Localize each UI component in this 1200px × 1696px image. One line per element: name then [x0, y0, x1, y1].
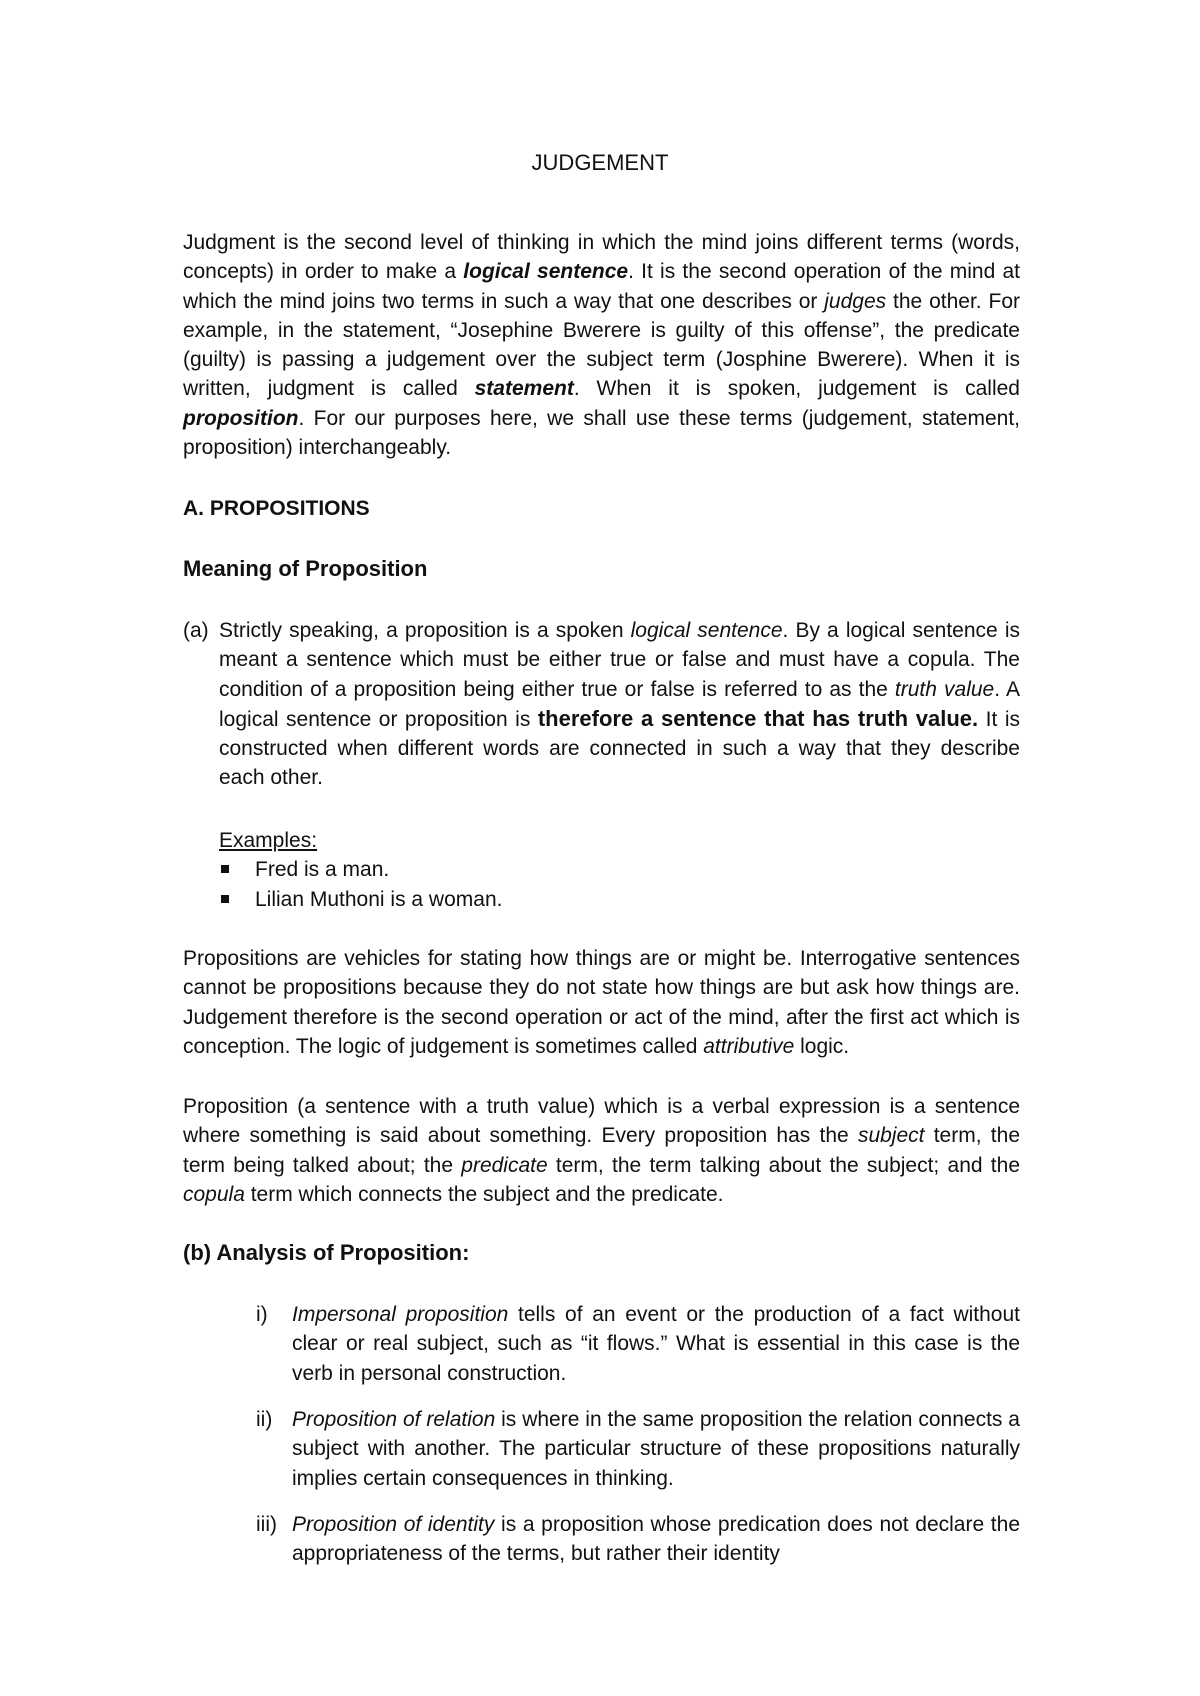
square-bullet-icon: [221, 865, 229, 873]
roman-item-text: [292, 1300, 1020, 1388]
text-run: . When it is spoken, judgement is called: [573, 377, 1020, 401]
roman-label: ii): [256, 1408, 273, 1431]
text-run: . By a logical sentence is meant a sentence which must be either true or false and must have a copula. The condition of a proposition being either true or false is referred to as the: [219, 619, 1020, 701]
emphasis-term: Proposition of relation: [292, 1408, 496, 1431]
emphasis-proposition: proposition: [183, 406, 299, 430]
emphasis-copula: copula: [183, 1182, 245, 1206]
roman-item-iii: [256, 1510, 1020, 1569]
text-run: It is constructed when different words are connected in such a way that they describe each other.: [219, 707, 1020, 790]
emphasis-truth-value: truth value: [894, 677, 995, 701]
item-a-text: [219, 616, 1020, 793]
square-bullet-icon: [221, 895, 229, 903]
subheading-analysis: (b) Analysis of Proposition:: [183, 1240, 470, 1265]
emphasis-judges: judges: [824, 289, 887, 313]
list-item: [219, 855, 502, 884]
paragraph-vehicles: [183, 944, 1020, 1061]
text-run: tells of an event or the production of a fact without clear or real subject, such as “it flows.” What is essential in this case is the verb in personal construction.: [292, 1303, 1021, 1385]
emphasis-subject: subject: [857, 1124, 925, 1148]
emphasis-logical-sentence: logical sentence: [463, 260, 629, 284]
list-item: [219, 885, 502, 914]
intro-paragraph: [183, 228, 1020, 462]
text-run: logic.: [794, 1034, 850, 1058]
roman-item-text: [292, 1510, 1020, 1569]
text-run: term which connects the subject and the predicate.: [244, 1182, 724, 1206]
text-run: term, the term being talked about; the: [183, 1124, 1020, 1177]
item-a: [183, 616, 1020, 793]
roman-item-i: [256, 1300, 1021, 1388]
text-run: . It is the second operation of the mind at which the mind joins two terms in such a way that one describes or: [183, 260, 1020, 313]
examples-block: [219, 826, 502, 914]
section-heading-propositions: A. PROPOSITIONS: [183, 497, 370, 520]
text-run: is a proposition whose predication does not declare the appropriateness of the terms, but rather their identity: [292, 1513, 1020, 1566]
document-title: JUDGEMENT: [531, 150, 669, 175]
emphasis-attributive: attributive: [703, 1034, 795, 1058]
roman-label: i): [256, 1303, 268, 1326]
subheading-meaning: Meaning of Proposition: [183, 556, 428, 581]
roman-label: iii): [256, 1513, 277, 1536]
text-run: Judgment is the second level of thinking in which the mind joins different terms (words, concepts) in order to make a: [183, 231, 1020, 284]
text-run: Propositions are vehicles for stating how things are or might be. Interrogative sentences cannot be propositions because they do not state how things are but ask how things are. Judgement therefore is the second operation or act of the mind, after the first act which is conception. The logic of judgement is sometimes called: [183, 947, 1020, 1058]
examples-heading: Examples:: [219, 829, 318, 852]
list-item-text: Lilian Muthoni is a woman.: [255, 887, 503, 911]
emphasis-term: Proposition of identity: [292, 1513, 495, 1536]
item-a-label: (a): [183, 619, 209, 642]
emphasis-statement: statement: [474, 377, 574, 401]
emphasis-term: Impersonal proposition: [292, 1303, 509, 1326]
emphasis-definition: therefore a sentence that has truth value.: [537, 705, 979, 731]
text-run: the other. For example, in the statement, “Josephine Bwerere is guilty of this offense”, the predicate (guilty) is passing a judgement over the subject term (Josphine Bwerere). When it is written, judgment is called: [183, 289, 1020, 401]
paragraph-proposition-terms: [183, 1092, 1020, 1209]
emphasis-predicate: predicate: [461, 1153, 548, 1177]
text-run: is where in the same proposition the relation connects a subject with another. The particular structure of these propositions naturally implies certain consequences in thinking.: [292, 1408, 1020, 1490]
roman-item-text: [292, 1405, 1020, 1493]
text-run: . A logical sentence or proposition is: [219, 677, 1020, 731]
text-run: Strictly speaking, a proposition is a spoken: [219, 619, 631, 642]
list-item-text: Fred is a man.: [255, 858, 390, 882]
text-run: . For our purposes here, we shall use these terms (judgement, statement, proposition) interchangeably.: [183, 406, 1020, 460]
examples-list: [219, 855, 502, 914]
text-run: Proposition (a sentence with a truth value) which is a verbal expression is a sentence where something is said about something. Every proposition has the: [183, 1095, 1020, 1148]
roman-item-ii: [256, 1405, 1020, 1493]
text-run: term, the term talking about the subject; and the: [547, 1153, 1021, 1177]
emphasis-logical-sentence: logical sentence: [630, 619, 783, 642]
